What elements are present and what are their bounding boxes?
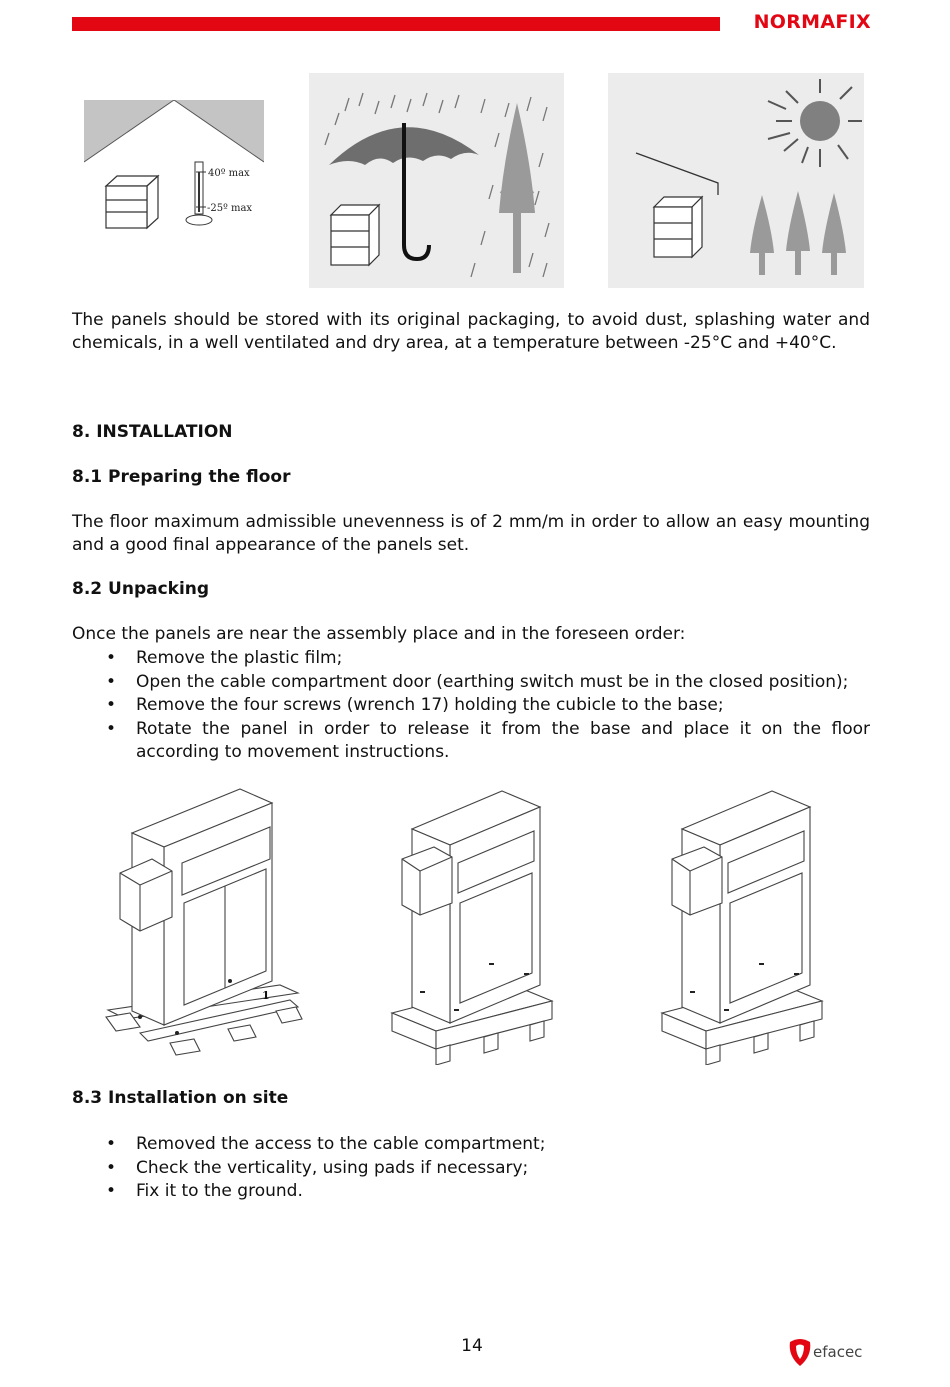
list-item: • Remove the four screws (wrench 17) holding the cubicle to the base; xyxy=(72,694,870,718)
panel-on-pallet-figure xyxy=(390,785,560,1065)
cabinet-icon xyxy=(654,197,702,257)
bullet: • xyxy=(106,1181,117,1201)
cabinet-icon xyxy=(331,205,379,265)
list-item: • Rotate the panel in order to release it from the base and place it on the floor according to movement instructions. xyxy=(106,718,870,762)
section-8-3-heading: 8.3 Installation on site xyxy=(72,1088,289,1108)
bullet: • xyxy=(106,718,117,739)
sun-icon xyxy=(800,101,840,141)
list-item: • Check the verticality, using pads if necessary; xyxy=(72,1157,870,1181)
cabinet-icon xyxy=(106,176,158,228)
efacec-logo xyxy=(786,1334,866,1370)
installation-steps-list xyxy=(72,1133,870,1204)
panel-released-figure xyxy=(660,785,830,1065)
list-item: • Removed the access to the cable compartment; xyxy=(72,1133,870,1157)
indoor-storage-figure xyxy=(84,100,264,262)
efacec-logo-text: efacec xyxy=(813,1343,863,1361)
thermometer-min-label: -25º max xyxy=(207,203,253,214)
sun-warning-figure xyxy=(608,73,864,288)
list-item: • Fix it to the ground. xyxy=(72,1180,870,1204)
section-8-heading: 8. INSTALLATION xyxy=(72,422,233,442)
section-8-2-intro: Once the panels are near the assembly place and in the foreseen order: xyxy=(72,624,686,644)
page-number: 14 xyxy=(461,1336,483,1356)
section-8-1-heading: 8.1 Preparing the floor xyxy=(72,467,291,487)
thermometer-max-label: 40º max xyxy=(208,168,250,179)
rotation-marker: 1 xyxy=(262,989,270,1002)
bullet: • xyxy=(106,671,117,692)
bullet: • xyxy=(106,1134,117,1154)
bullet: • xyxy=(106,1157,117,1178)
list-item: • Open the cable compartment door (earthing switch must be in the closed position); xyxy=(72,671,870,695)
bullet: • xyxy=(106,695,117,715)
brand-title: NORMAFIX xyxy=(753,11,871,33)
header-red-bar xyxy=(72,17,720,31)
bullet: • xyxy=(106,648,117,668)
section-8-2-heading: 8.2 Unpacking xyxy=(72,579,210,599)
unpacking-steps-list xyxy=(72,647,870,765)
rain-warning-figure xyxy=(309,73,564,288)
storage-paragraph: The panels should be stored with its original packaging, to avoid dust, splashing water and chemicals, in a well ventilated and dry area, at a temperature between -25°C and +40°C. xyxy=(72,310,870,353)
panel-on-floor-figure xyxy=(100,785,305,1065)
list-item: • Remove the plastic film; xyxy=(72,647,870,671)
section-8-1-text: The floor maximum admissible unevenness is of 2 mm/m in order to allow an easy mounting and a good final appearance of the panels set. xyxy=(72,512,870,555)
